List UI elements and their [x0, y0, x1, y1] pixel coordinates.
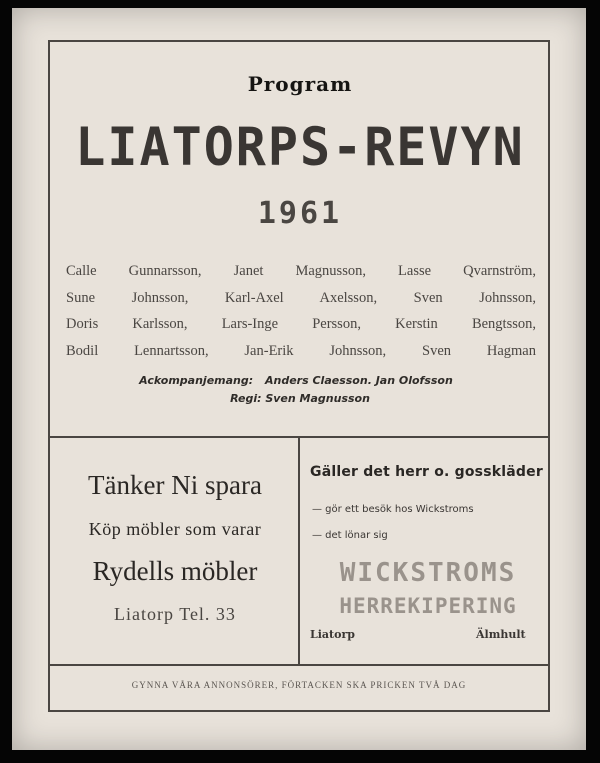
- ad-left-headline: Tänker Ni spara: [88, 470, 262, 500]
- ad-right-town: Liatorp: [310, 628, 355, 641]
- accompaniment-names: Anders Claesson. Jan Olofsson: [265, 374, 453, 387]
- ad-right-store-type: HERREKIPERING: [339, 594, 517, 618]
- cast-line: Calle Gunnarsson, Janet Magnusson, Lasse Qvarnström,: [66, 263, 536, 279]
- revue-year: 1961: [257, 196, 343, 231]
- cast-list: [66, 258, 536, 364]
- ad-right-store: WICKSTROMS: [339, 558, 517, 588]
- direction-credit: Regi: Sven Magnusson: [230, 392, 370, 405]
- program-heading: Program: [247, 72, 353, 96]
- cast-line: Bodil Lennartsson, Jan-Erik Johnsson, Sven Hagman: [66, 342, 536, 359]
- accompaniment-label: Ackompanjemang:: [139, 374, 254, 387]
- ad-right-line: — det lönar sig: [312, 530, 388, 541]
- ad-left-contact: Liatorp Tel. 33: [114, 604, 236, 624]
- footer-note: GYNNA VÅRA ANNONSÖRER, FÖRTACKEN SKA PRICKEN TVÅ DAG: [131, 680, 467, 690]
- cast-line: Sune Johnsson, Karl-Axel Axelsson, Sven Johnsson,: [66, 289, 536, 306]
- ad-left-store: Rydells möbler: [92, 556, 258, 586]
- ad-right-headline: Gäller det herr o. gosskläder: [310, 464, 543, 480]
- revue-title: LIATORPS-REVYN: [75, 116, 525, 178]
- cast-line: Doris Karlsson, Lars-Inge Persson, Kerstin Bengtsson,: [66, 316, 536, 332]
- ad-right-line: — gör ett besök hos Wickstroms: [312, 504, 474, 515]
- ad-right-town: Älmhult: [476, 628, 526, 641]
- ad-left-tagline: Köp möbler som varar: [88, 519, 262, 539]
- credits: [60, 372, 540, 408]
